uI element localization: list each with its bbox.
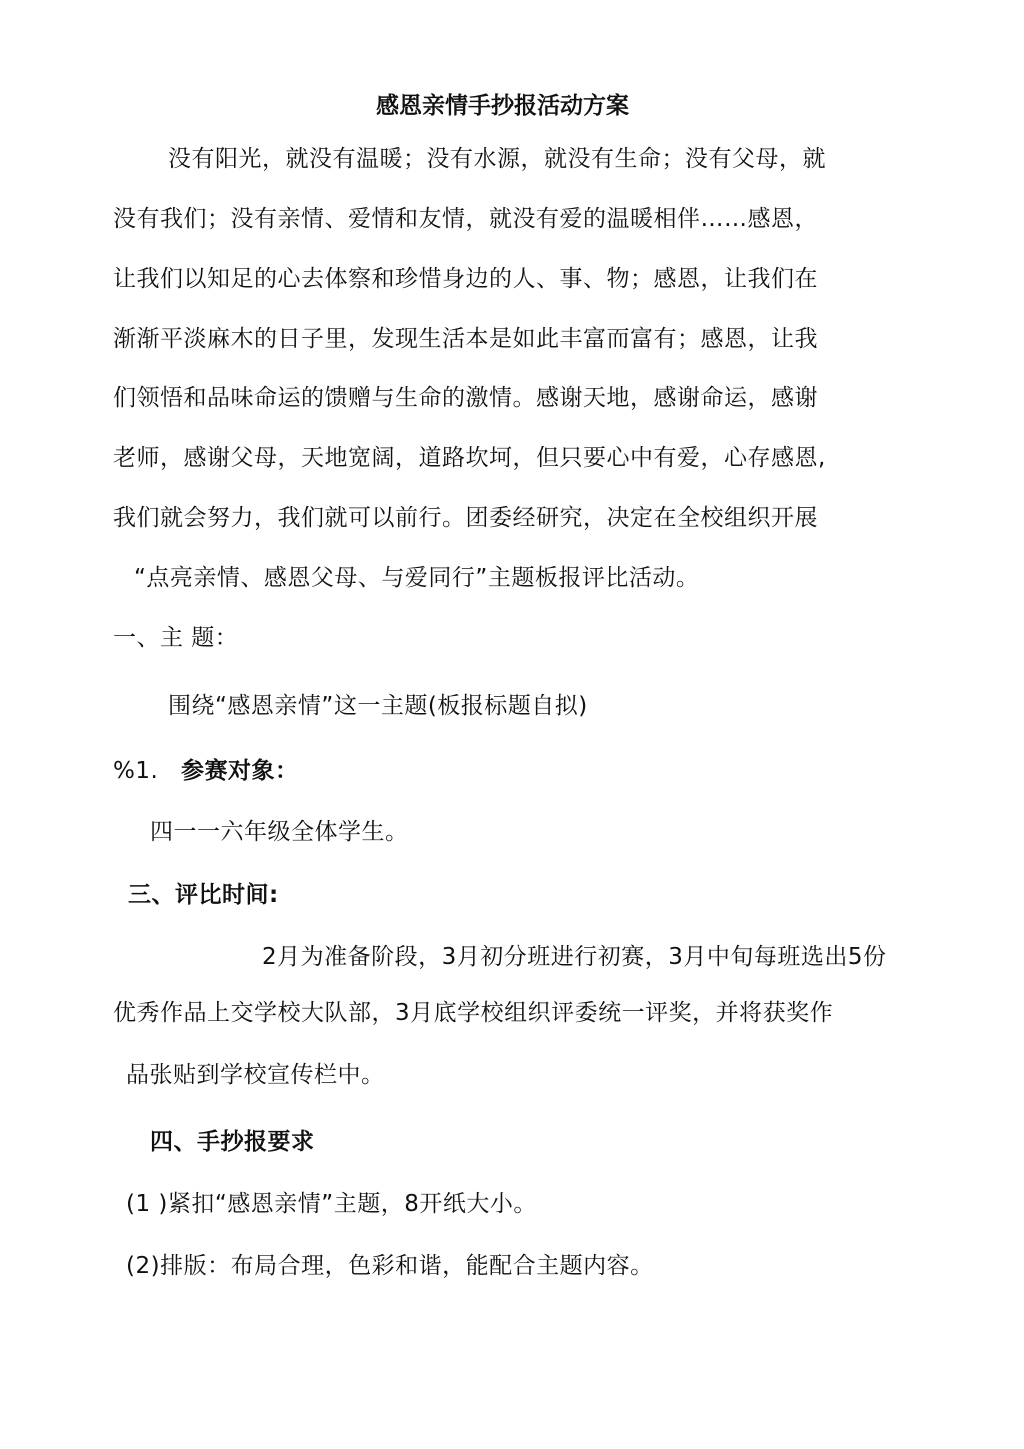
intro-line-6: 老师，感谢父母，天地宽阔，道路坎坷，但只要心中有爱，心存感恩,	[113, 445, 826, 471]
section-2-body: 四一一六年级全体学生。	[150, 819, 409, 845]
section-1-heading: 一、主 题：	[113, 625, 239, 651]
page-title: 感恩亲情手抄报活动方案	[376, 93, 629, 119]
section-4-item-2: (2)排版：布局合理，色彩和谐，能配合主题内容。	[126, 1253, 654, 1279]
intro-line-4: 渐渐平淡麻木的日子里，发现生活本是如此丰富而富有；感恩，让我	[113, 326, 818, 352]
section-3-line-1: 2月为准备阶段，3月初分班进行初赛，3月中旬每班选出5份	[262, 944, 887, 970]
intro-line-3: 让我们以知足的心去体察和珍惜身边的人、事、物；感恩，让我们在	[113, 266, 818, 292]
section-4-item-1: (1 )紧扣“感恩亲情”主题，8开纸大小。	[126, 1191, 537, 1217]
intro-line-5: 们领悟和品味命运的馈赠与生命的激情。感谢天地，感谢命运，感谢	[113, 385, 818, 411]
section-3-line-2: 优秀作品上交学校大队部，3月底学校组织评委统一评奖，并将获奖作	[113, 1000, 834, 1026]
section-3-heading: 三、评比时间:	[128, 882, 279, 908]
section-3-line-3: 品张贴到学校宣传栏中。	[126, 1062, 385, 1088]
intro-line-7: 我们就会努力，我们就可以前行。团委经研究，决定在全校组织开展	[113, 505, 818, 531]
intro-line-1: 没有阳光，就没有温暖；没有水源，就没有生命；没有父母，就	[168, 146, 826, 172]
intro-line-8: “点亮亲情、感恩父母、与爱同行”主题板报评比活动。	[134, 565, 700, 591]
section-4-heading: 四、手抄报要求	[150, 1129, 315, 1155]
section-2-heading: 参赛对象：	[181, 758, 299, 784]
intro-line-2: 没有我们；没有亲情、爱情和友情，就没有爱的温暖相伴……感恩，	[113, 206, 818, 232]
section-1-body: 围绕“感恩亲情”这一主题(板报标题自拟)	[168, 693, 588, 719]
section-2-marker: %1.	[113, 758, 159, 784]
section-2-heading-row	[113, 756, 299, 786]
